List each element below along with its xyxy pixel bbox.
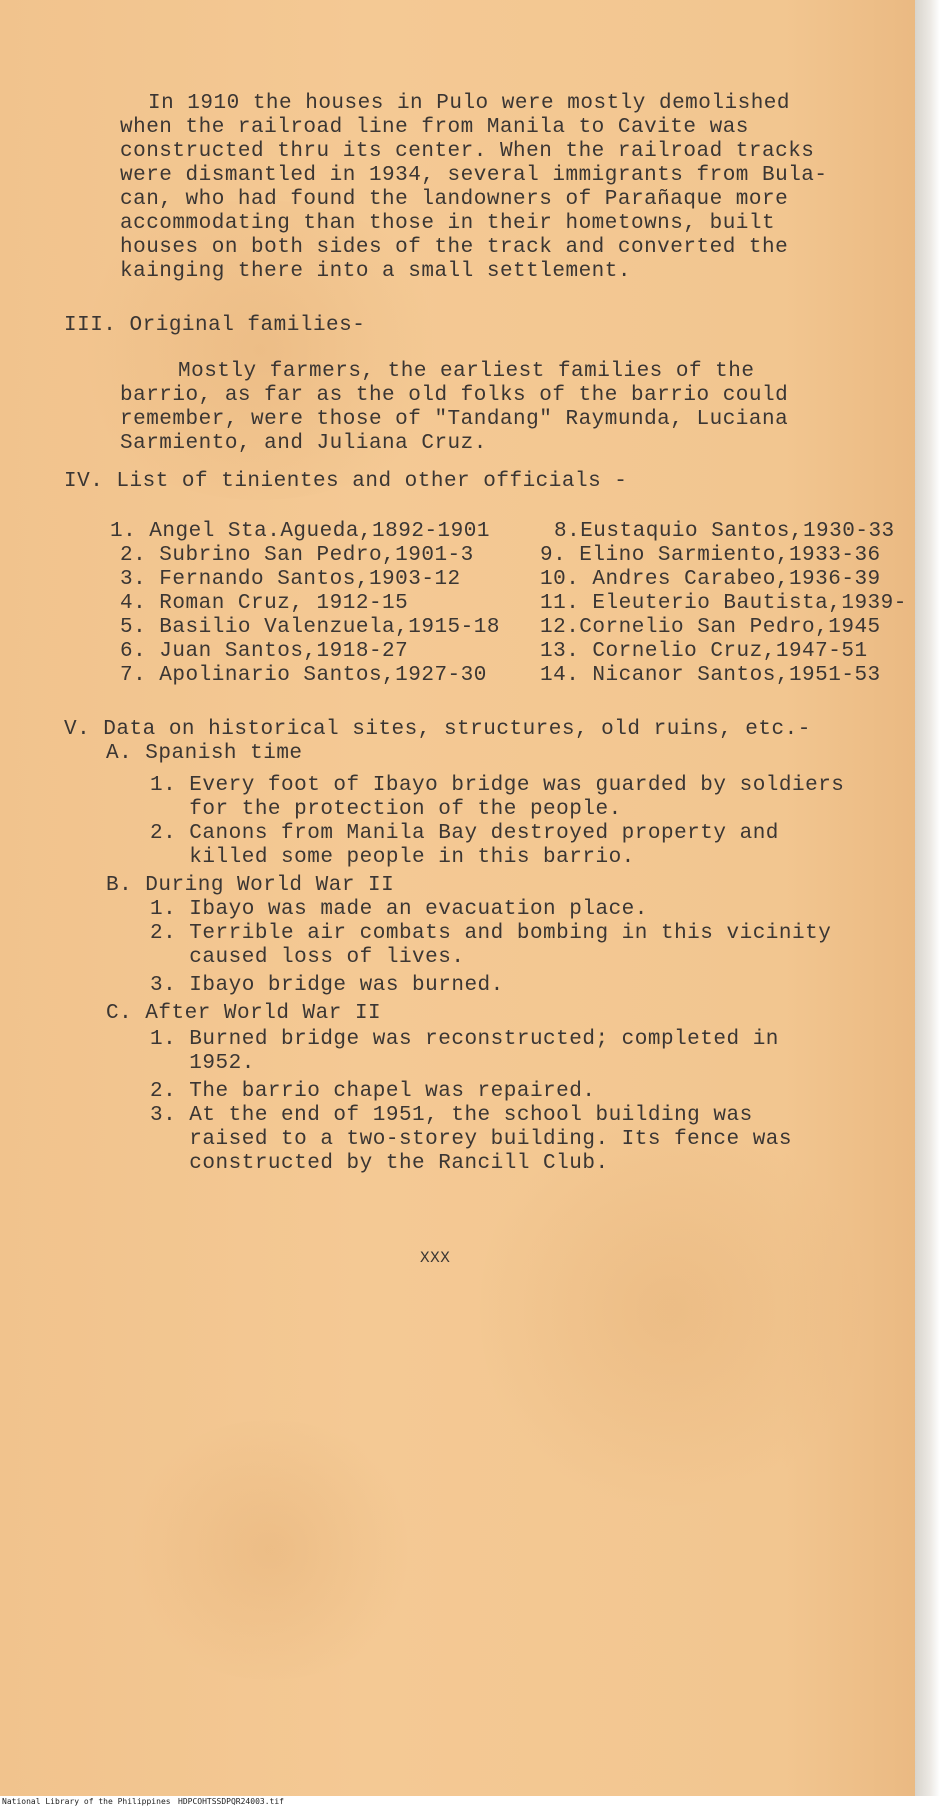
section-4-heading: IV. List of tinientes and other officials -: [64, 470, 628, 493]
page-edge: [915, 0, 940, 1796]
official-entry: 6. Juan Santos,1918-27: [120, 640, 409, 663]
section-3-line: Sarmiento, and Juliana Cruz.: [120, 432, 487, 455]
official-entry: 13. Cornelio Cruz,1947-51: [540, 640, 868, 663]
history-item: raised to a two-storey building. Its fence was: [150, 1128, 793, 1151]
official-entry: 5. Basilio Valenzuela,1915-18: [120, 616, 500, 639]
subsection-heading: A. Spanish time: [106, 742, 303, 765]
section-3-line: barrio, as far as the old folks of the barrio could: [120, 384, 789, 407]
intro-line: houses on both sides of the track and converted the: [120, 236, 789, 259]
official-entry: 2. Subrino San Pedro,1901-3: [120, 544, 474, 567]
footer-library: National Library of the Philippines: [2, 1797, 171, 1806]
official-entry: 10. Andres Carabeo,1936-39: [540, 568, 881, 591]
official-entry: 12.Cornelio San Pedro,1945: [540, 616, 881, 639]
history-item: for the protection of the people.: [150, 798, 622, 821]
subsection-heading: C. After World War II: [106, 1002, 382, 1025]
history-item: 2. The barrio chapel was repaired.: [150, 1080, 596, 1103]
history-item: 3. At the end of 1951, the school building was: [150, 1104, 753, 1127]
intro-line: constructed thru its center. When the railroad tracks: [120, 140, 815, 163]
history-item: 2. Terrible air combats and bombing in this vicinity: [150, 922, 832, 945]
official-entry: 11. Eleuterio Bautista,1939-: [540, 592, 907, 615]
history-item: killed some people in this barrio.: [150, 846, 635, 869]
section-5-heading: V. Data on historical sites, structures, old ruins, etc.-: [64, 718, 811, 741]
history-item: 2. Canons from Manila Bay destroyed property and: [150, 822, 779, 845]
footer-document-id: HDPCOHTSSDPQR24003.tif: [178, 1797, 284, 1806]
paper-stain: [120, 1420, 420, 1680]
intro-line: can, who had found the landowners of Parañaque more: [120, 188, 789, 211]
history-item: 1. Burned bridge was reconstructed; completed in: [150, 1028, 779, 1051]
subsection-heading: B. During World War II: [106, 874, 395, 897]
official-entry: 4. Roman Cruz, 1912-15: [120, 592, 409, 615]
official-entry: 14. Nicanor Santos,1951-53: [540, 664, 881, 687]
official-entry: 1. Angel Sta.Agueda,1892-1901: [110, 520, 490, 543]
intro-line: In 1910 the houses in Pulo were mostly demolished: [148, 92, 791, 115]
section-3-line: Mostly farmers, the earliest families of the: [178, 360, 755, 383]
history-item: 3. Ibayo bridge was burned.: [150, 974, 504, 997]
history-item: constructed by the Rancill Club.: [150, 1152, 609, 1175]
intro-line: when the railroad line from Manila to Cavite was: [120, 116, 749, 139]
official-entry: 7. Apolinario Santos,1927-30: [120, 664, 487, 687]
history-item: 1952.: [150, 1052, 255, 1075]
intro-line: kainging there into a small settlement.: [120, 260, 631, 283]
official-entry: 8.Eustaquio Santos,1930-33: [554, 520, 895, 543]
history-item: caused loss of lives.: [150, 946, 465, 969]
section-3-heading: III. Original families-: [64, 314, 366, 337]
section-3-line: remember, were those of "Tandang" Raymunda, Luciana: [120, 408, 789, 431]
official-entry: 3. Fernando Santos,1903-12: [120, 568, 461, 591]
intro-line: accommodating than those in their hometowns, built: [120, 212, 776, 235]
intro-line: were dismantled in 1934, several immigrants from Bula-: [120, 164, 828, 187]
official-entry: 9. Elino Sarmiento,1933-36: [540, 544, 881, 567]
history-item: 1. Every foot of Ibayo bridge was guarded by soldiers: [150, 774, 845, 797]
history-item: 1. Ibayo was made an evacuation place.: [150, 898, 648, 921]
end-mark: XXX: [420, 1249, 451, 1267]
